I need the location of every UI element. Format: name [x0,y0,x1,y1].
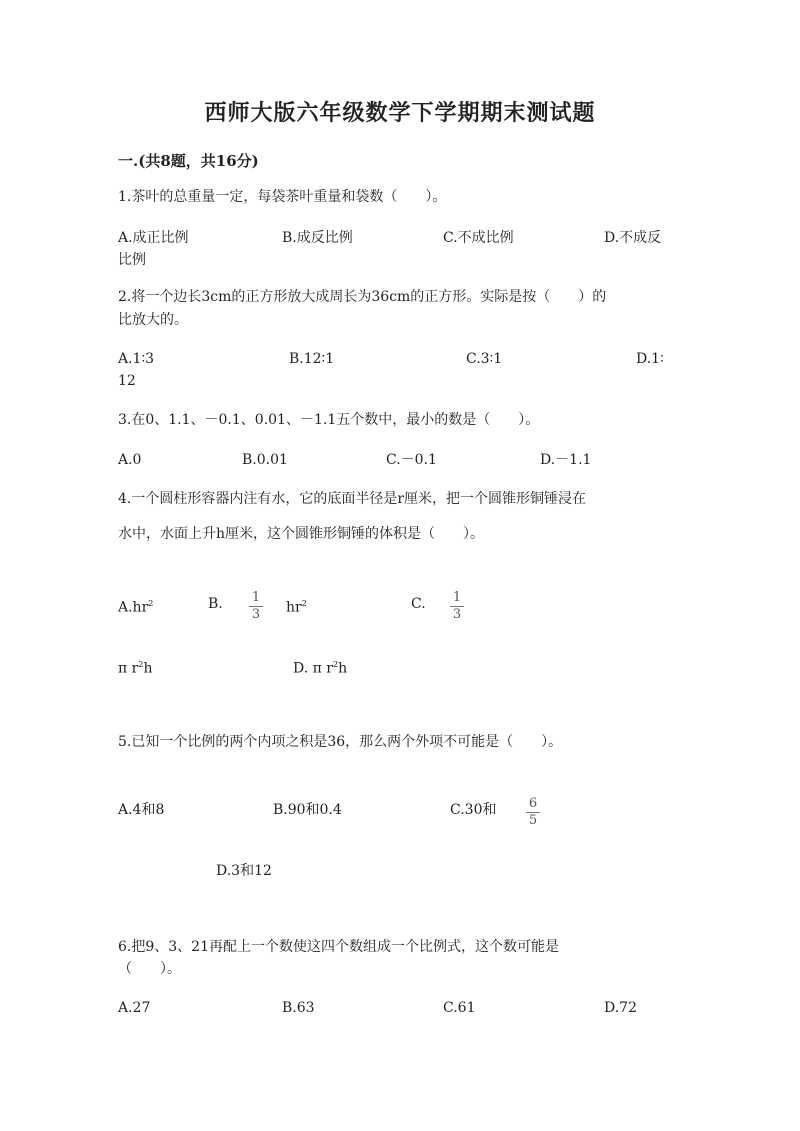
question-1-stem: 1.茶叶的总重量一定，每袋茶叶重量和袋数（ ）。 [118,189,447,205]
q4-option-c-fraction [450,591,464,622]
question-3-stem: 3.在0、1.1、－0.1、0.01、－1.1五个数中，最小的数是（ ）。 [118,412,540,428]
q4-option-b-exponent: 2 [301,599,307,608]
q1-option-a: A.成正比例 [118,230,189,246]
q4-option-c-label: C. [411,596,426,612]
q4-option-c-continued [118,654,152,680]
q2-option-c: C.3∶1 [466,351,503,367]
q4-option-d-text: D. π r [293,660,333,677]
q6-option-d: D.72 [604,1000,637,1016]
q2-option-a: A.1∶3 [118,351,155,367]
q2-option-d: D.1∶ [636,351,664,367]
q2-option-b: B.12∶1 [289,351,335,367]
q5-option-c-label: C.30和 [450,802,497,818]
q6-option-c: C.61 [443,1000,476,1016]
fraction-numerator: 1 [251,590,261,605]
section-heading: 一.(共8题，共16分) [118,152,259,170]
q3-option-c: C.－0.1 [386,452,437,468]
fraction-denominator: 5 [528,813,538,828]
q4-option-d [293,654,347,680]
q6-option-b: B.63 [282,1000,315,1016]
q4-option-c-text-end: h [143,660,153,677]
q4-option-a-exponent: 2 [148,599,154,608]
q4-option-d-text-end: h [338,660,348,677]
q3-option-b: B.0.01 [242,452,288,468]
fraction-numerator: 6 [528,796,538,811]
q4-option-c-text: π r [118,660,139,677]
q6-option-a: A.27 [118,1000,151,1016]
q4-option-a [118,593,153,619]
q3-option-a: A.0 [118,452,142,468]
q3-option-d: D.－1.1 [540,452,592,468]
q1-option-d-wrap: 比例 [118,252,146,268]
page-title: 西师大版六年级数学下学期期末测试题 [204,100,596,126]
question-2-stem: 2.将一个边长3cm的正方形放大成周长为36cm的正方形。实际是按（ ）的 [118,289,607,305]
q4-option-c-exponent: 2 [138,660,144,669]
q2-option-d-wrap: 12 [118,373,136,389]
q1-option-b: B.成反比例 [282,230,353,246]
q1-option-d: D.不成反 [604,230,662,246]
q4-option-b-label: B. [208,596,223,612]
question-6-stem-wrap: （ ）。 [118,961,181,977]
q4-option-b-text: hr [286,599,302,616]
q1-option-c: C.不成比例 [443,230,514,246]
fraction-denominator: 3 [452,607,462,622]
q5-option-a: A.4和8 [118,802,165,818]
question-4-stem: 4.一个圆柱形容器内注有水，它的底面半径是r厘米，把一个圆锥形铜锤浸在 [118,491,587,507]
q5-option-b: B.90和0.4 [273,802,342,818]
q5-option-d: D.3和12 [216,863,272,879]
q4-option-b-expr [286,593,307,619]
question-6-stem: 6.把9、3、21再配上一个数使这四个数组成一个比例式，这个数可能是 [118,939,559,955]
fraction-numerator: 1 [452,590,462,605]
question-4-stem-wrap: 水中，水面上升h厘米，这个圆锥形铜锤的体积是（ ）。 [118,526,485,542]
q4-option-d-exponent: 2 [332,660,339,669]
q5-option-c-fraction [526,797,540,828]
question-2-stem-wrap: 比放大的。 [118,312,188,328]
question-5-stem: 5.已知一个比例的两个内项之积是36，那么两个外项不可能是（ ）。 [118,734,563,750]
q4-option-b-fraction [249,591,263,622]
q4-option-a-text: A.hr [118,599,149,616]
fraction-denominator: 3 [251,607,261,622]
